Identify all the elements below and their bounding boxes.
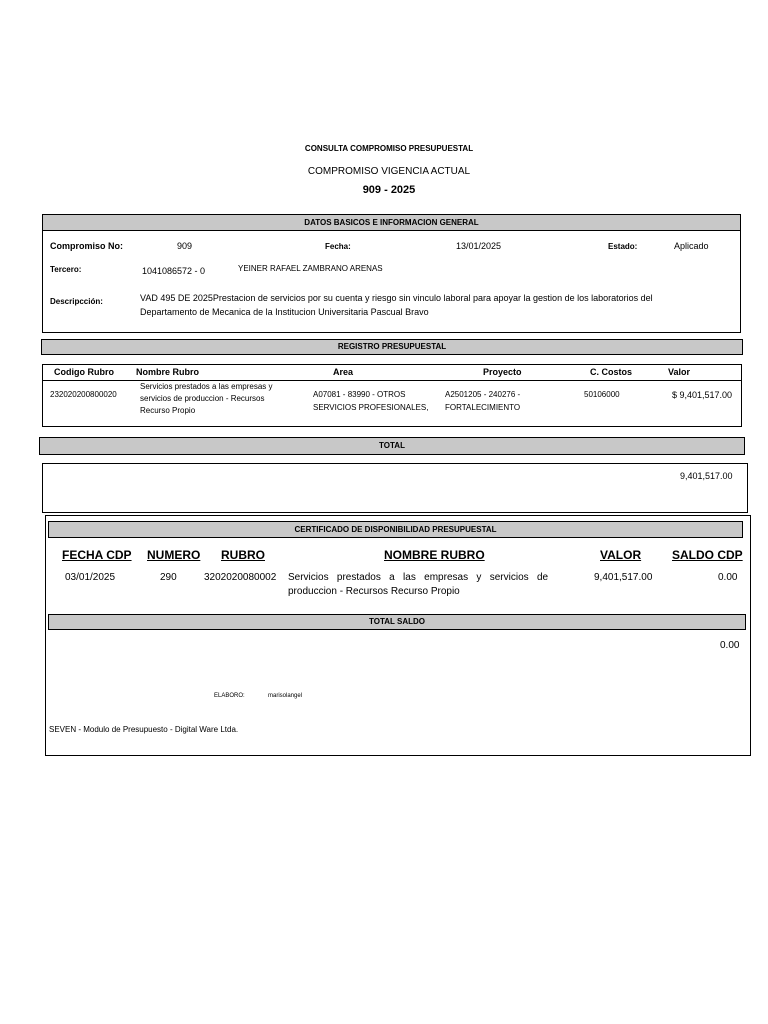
elaboro-value: marisolangel [268,693,303,699]
registro-area-line-1: A07081 - 83990 - OTROS [313,390,406,399]
registro-codigo: 232020200800020 [50,390,117,399]
registro-valor: $ 9,401,517.00 [672,390,733,400]
document-title: CONSULTA COMPROMISO PRESUPUESTAL [304,144,474,153]
datos-basicos-header: DATOS BASICOS E INFORMACION GENERAL [42,214,741,231]
compromiso-label: Compromiso No: [50,241,123,251]
cdp-col-saldo: SALDO CDP [672,548,743,562]
cdp-header: CERTIFICADO DE DISPONIBILIDAD PRESUPUESTAL [48,521,743,538]
cdp-valor: 9,401,517.00 [594,572,653,583]
registro-header: REGISTRO PRESUPUESTAL [41,339,743,355]
total-header: TOTAL [39,437,745,455]
cdp-col-numero: NUMERO [147,548,201,562]
tercero-label: Tercero: [50,265,82,274]
cdp-nombre-line-2: produccion - Recursos Recurso Propio [288,586,460,597]
col-codigo-rubro: Codigo Rubro [54,367,114,377]
cdp-rubro: 3202020080002 [204,572,277,583]
cdp-saldo: 0.00 [718,572,738,583]
total-box [42,463,748,513]
total-saldo-value: 0.00 [720,640,740,651]
compromiso-value: 909 [177,241,193,251]
total-value: 9,401,517.00 [680,471,733,481]
registro-c-costos: 50106000 [584,390,620,399]
tercero-id: 1041086572 - 0 [142,266,206,276]
descripcion-line-1: VAD 495 DE 2025Prestacion de servicios por su cuenta y riesgo sin vinculo laboral para apoyar la gestion de los laboratorios del [140,293,653,303]
col-proyecto: Proyecto [483,367,522,377]
estado-value: Aplicado [674,241,709,251]
cdp-numero: 290 [160,572,177,583]
compromiso-number: 909 - 2025 [362,184,416,196]
descripcion-line-2: Departamento de Mecanica de la Institucion Universitaria Pascual Bravo [140,307,429,317]
cdp-col-valor: VALOR [600,548,642,562]
col-valor: Valor [668,367,691,377]
col-c-costos: C. Costos [590,367,633,377]
cdp-col-rubro: RUBRO [221,548,265,562]
registro-nombre-line-3: Recurso Propio [140,406,196,415]
document-subtitle: COMPROMISO VIGENCIA ACTUAL [307,166,471,177]
registro-proyecto-line-1: A2501205 - 240276 - [445,390,521,399]
fecha-label: Fecha: [325,242,351,251]
estado-label: Estado: [608,242,638,251]
footer-text: SEVEN - Modulo de Presupuesto - Digital Ware Ltda. [49,725,239,734]
registro-proyecto-line-2: FORTALECIMIENTO [445,403,521,412]
fecha-value: 13/01/2025 [456,241,502,251]
registro-area-line-2: SERVICIOS PROFESIONALES, [313,403,429,412]
tercero-name: YEINER RAFAEL ZAMBRANO ARENAS [238,264,383,273]
cdp-col-fecha: FECHA CDP [62,548,132,562]
registro-header-divider [42,380,742,381]
cdp-nombre-line-1: Servicios prestados a las empresas y servicios de [288,572,549,583]
elaboro-label: ELABORO: [214,693,245,699]
cdp-col-nombre-rubro: NOMBRE RUBRO [384,548,485,562]
col-nombre-rubro: Nombre Rubro [136,367,199,377]
total-saldo-header: TOTAL SALDO [48,614,746,630]
col-area: Area [333,367,354,377]
cdp-fecha: 03/01/2025 [65,572,116,583]
registro-nombre-line-1: Servicios prestados a las empresas y [140,382,273,391]
registro-nombre-line-2: servicios de produccion - Recursos [140,394,265,403]
descripcion-label: Descripcción: [50,297,103,306]
